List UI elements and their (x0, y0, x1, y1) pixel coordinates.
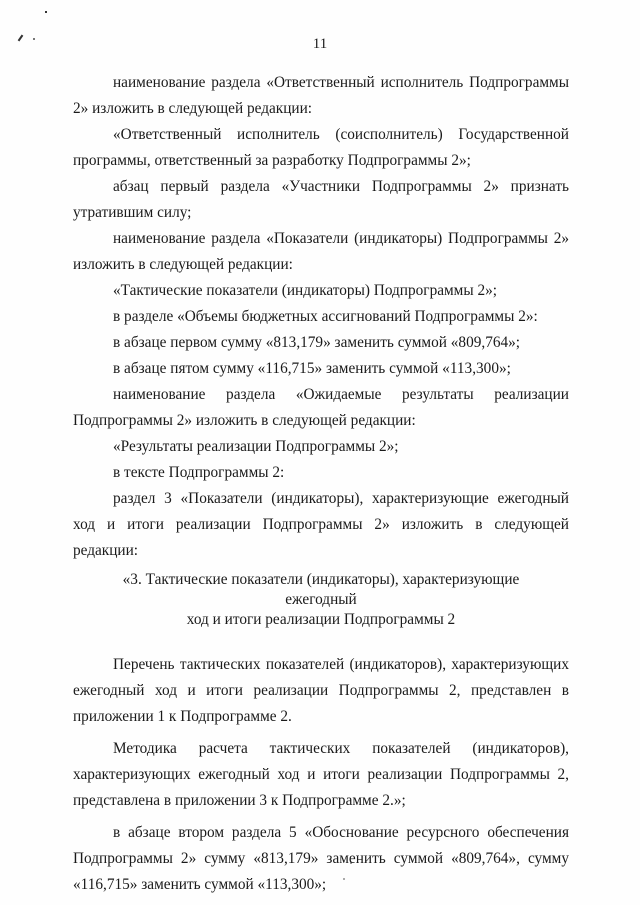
paragraph: в абзаце втором раздела 5 «Обоснование ресурсного обеспечения Подпрограммы 2» сумму «813,179» заменить суммой «809,764», сумму «116,715» заменить суммой «113,300»; (73, 824, 569, 893)
paragraph: в тексте Подпрограммы 2: (113, 464, 285, 481)
paragraph: «Результаты реализации Подпрограммы 2»; (113, 438, 399, 455)
paragraph: Перечень тактических показателей (индикаторов), характеризующих ежегодный ход и итоги реализации Подпрограммы 2, представлен в приложении 1 к Подпрограмме 2. (73, 656, 569, 725)
paragraph: наименование раздела «Ответственный исполнитель Подпрограммы 2» изложить в следующей редакции: (73, 74, 569, 117)
paragraph: абзац первый раздела «Участники Подпрограммы 2» признать утратившим силу; (73, 178, 569, 221)
paragraph: Методика расчета тактических показателей (индикаторов), характеризующих ежегодный ход и итоги реализации Подпрограммы 2, представлена в приложении 3 к Подпрограмме 2.»; (73, 740, 569, 809)
scan-mark (45, 11, 47, 13)
paragraph: в абзаце первом сумму «813,179» заменить суммой «809,764»; (113, 334, 521, 351)
paragraph: наименование раздела «Показатели (индикаторы) Подпрограммы 2» изложить в следующей редакции: (73, 230, 569, 273)
paragraph: в разделе «Объемы бюджетных ассигнований Подпрограммы 2»: (113, 308, 538, 325)
paragraph: наименование раздела «Ожидаемые результаты реализации Подпрограммы 2» изложить в следующей редакции: (73, 386, 569, 429)
section-heading-line: «3. Тактические показатели (индикаторы), характеризующие ежегодный (122, 571, 520, 608)
section-heading-line: ход и итоги реализации Подпрограммы 2 (186, 611, 456, 628)
document-body (73, 70, 569, 898)
paragraph: в абзаце пятом сумму «116,715» заменить суммой «113,300»; (113, 360, 511, 377)
paragraph: раздел 3 «Показатели (индикаторы), характеризующие ежегодный ход и итоги реализации Подпрограммы 2» изложить в следующей редакции: (73, 490, 569, 559)
paragraph: «Ответственный исполнитель (соисполнитель) Государственной программы, ответственный за разработку Подпрограммы 2»; (73, 126, 569, 169)
section-heading (73, 570, 569, 630)
paragraph: «Тактические показатели (индикаторы) Подпрограммы 2»; (113, 282, 498, 299)
page-number: 11 (312, 36, 328, 52)
